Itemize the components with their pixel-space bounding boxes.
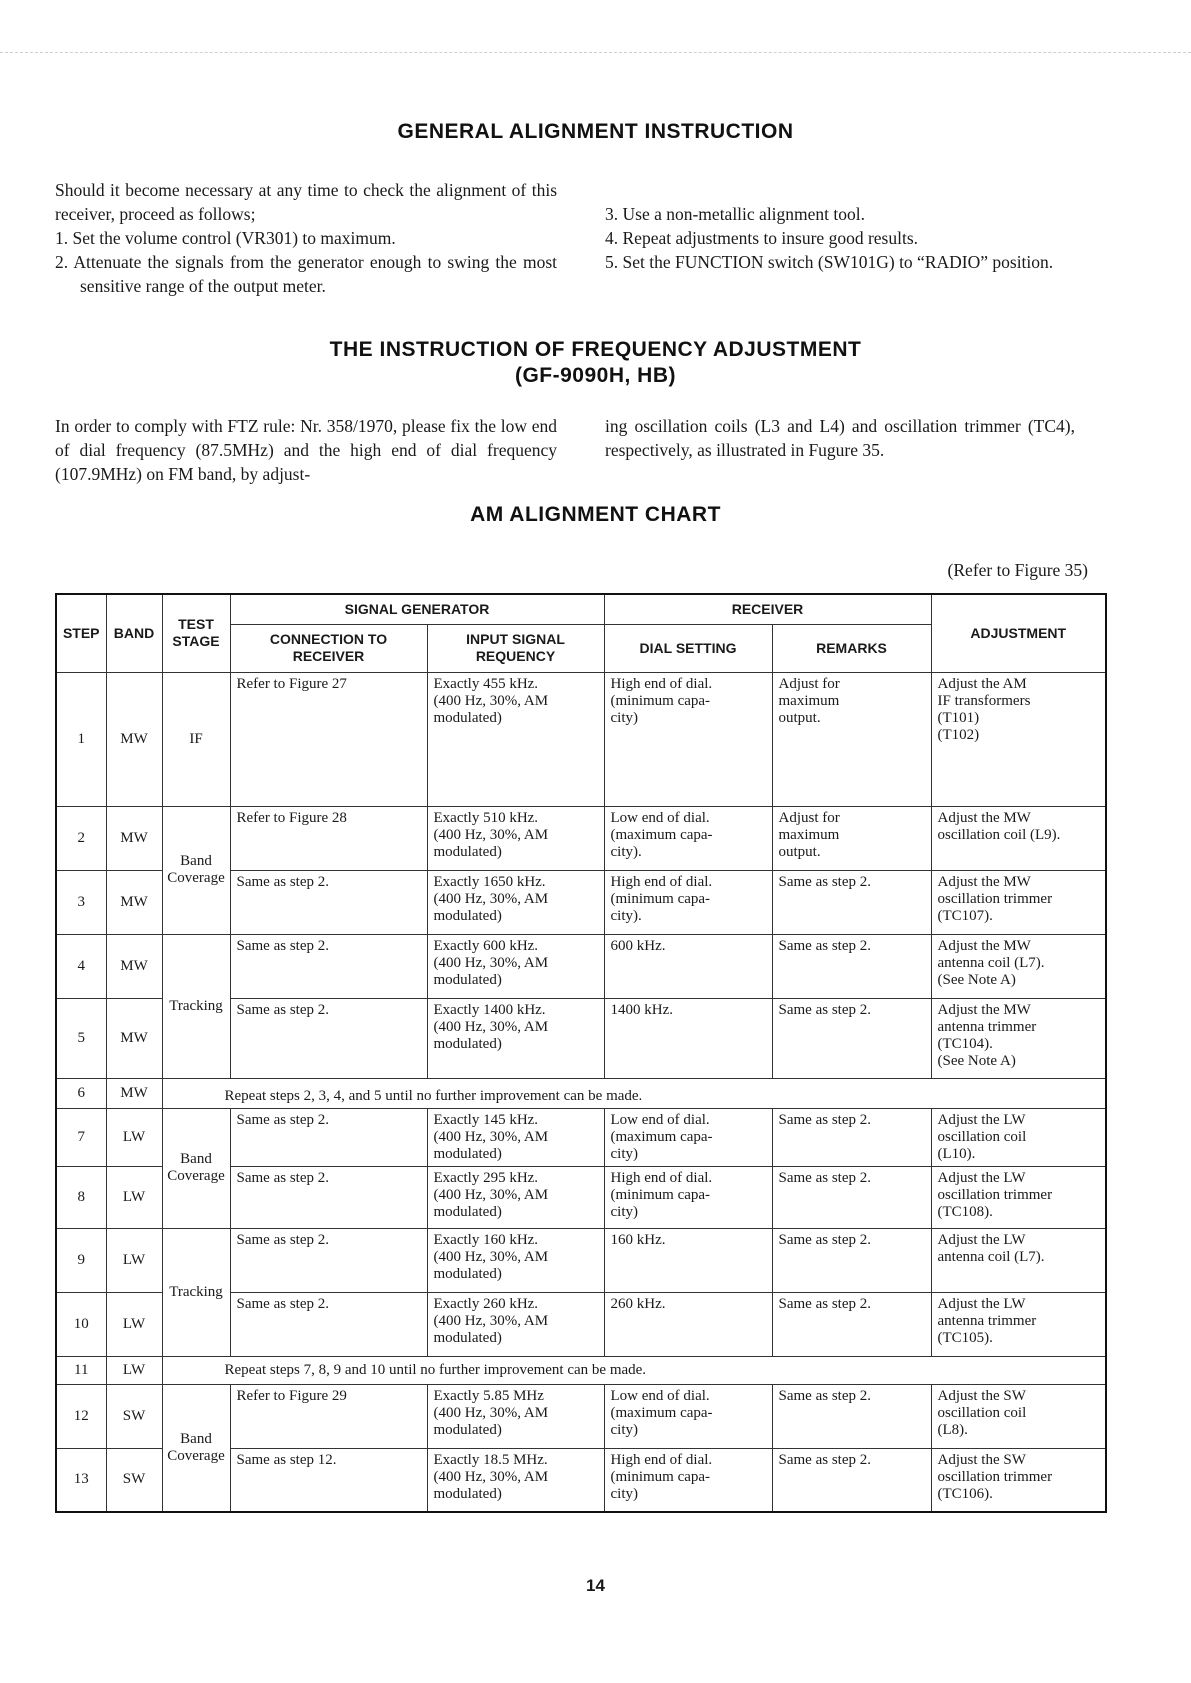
dial-cell: 160 kHz. bbox=[604, 1228, 772, 1292]
input-cell: Exactly 510 kHz. (400 Hz, 30%, AM modulated) bbox=[427, 806, 604, 870]
stage-cell: Tracking bbox=[162, 1228, 230, 1356]
general-step-2: 2. Attenuate the signals from the generator enough to swing the most sensitive range of the output meter. bbox=[55, 252, 557, 296]
band-cell: LW bbox=[106, 1292, 162, 1356]
remarks-cell: Adjust for maximum output. bbox=[772, 672, 931, 806]
header-input-signal: INPUT SIGNAL REQUENCY bbox=[427, 624, 604, 672]
adjustment-cell: Adjust the AM IF transformers (T101) (T102) bbox=[931, 672, 1106, 806]
adjustment-cell: Adjust the LW antenna coil (L7). bbox=[931, 1228, 1106, 1292]
stage-cell: Tracking bbox=[162, 934, 230, 1078]
frequency-text-right: ing oscillation coils (L3 and L4) and oscillation trimmer (TC4), respectively, as illustrated in Fugure 35. bbox=[605, 416, 1075, 460]
band-cell: LW bbox=[106, 1228, 162, 1292]
remarks-cell: Same as step 2. bbox=[772, 1108, 931, 1166]
adjustment-cell: Adjust the MW antenna coil (L7). (See Note A) bbox=[931, 934, 1106, 998]
input-cell: Exactly 160 kHz. (400 Hz, 30%, AM modulated) bbox=[427, 1228, 604, 1292]
connection-cell: Same as step 2. bbox=[230, 1292, 427, 1356]
dial-cell: Low end of dial. (maximum capa- city) bbox=[604, 1384, 772, 1448]
adjustment-cell: Adjust the SW oscillation coil (L8). bbox=[931, 1384, 1106, 1448]
dial-cell: Low end of dial. (maximum capa- city). bbox=[604, 806, 772, 870]
header-receiver: RECEIVER bbox=[604, 594, 931, 624]
table-row bbox=[56, 672, 1106, 806]
stage-cell: Band Coverage bbox=[162, 1108, 230, 1228]
dial-cell: 260 kHz. bbox=[604, 1292, 772, 1356]
step-cell: 6 bbox=[56, 1078, 106, 1108]
dial-cell: High end of dial. (minimum capa- city) bbox=[604, 672, 772, 806]
remarks-cell: Same as step 2. bbox=[772, 1228, 931, 1292]
adjustment-cell: Adjust the SW oscillation trimmer (TC106). bbox=[931, 1448, 1106, 1512]
connection-cell: Same as step 2. bbox=[230, 1228, 427, 1292]
header-dial-setting: DIAL SETTING bbox=[604, 624, 772, 672]
header-signal-generator: SIGNAL GENERATOR bbox=[230, 594, 604, 624]
table-row bbox=[56, 1356, 1106, 1384]
stage-cell: Band Coverage bbox=[162, 806, 230, 934]
connection-cell: Same as step 2. bbox=[230, 1166, 427, 1228]
input-cell: Exactly 295 kHz. (400 Hz, 30%, AM modulated) bbox=[427, 1166, 604, 1228]
page-number: 14 bbox=[586, 1576, 605, 1595]
step-cell: 12 bbox=[56, 1384, 106, 1448]
connection-cell: Same as step 12. bbox=[230, 1448, 427, 1512]
band-cell: SW bbox=[106, 1384, 162, 1448]
remarks-cell: Same as step 2. bbox=[772, 934, 931, 998]
general-left-column bbox=[55, 178, 557, 298]
header-test-stage: TEST STAGE bbox=[162, 594, 230, 672]
step-cell: 5 bbox=[56, 998, 106, 1078]
band-cell: MW bbox=[106, 998, 162, 1078]
general-step-3: 3. Use a non-metallic alignment tool. bbox=[605, 204, 866, 224]
band-cell: LW bbox=[106, 1108, 162, 1166]
frequency-heading-line2: (GF-9090H, HB) bbox=[514, 364, 677, 387]
step-cell: 3 bbox=[56, 870, 106, 934]
remarks-cell: Adjust for maximum output. bbox=[772, 806, 931, 870]
general-step-5: 5. Set the FUNCTION switch (SW101G) to “RADIO” position. bbox=[605, 252, 1054, 272]
input-cell: Exactly 1400 kHz. (400 Hz, 30%, AM modulated) bbox=[427, 998, 604, 1078]
header-remarks: REMARKS bbox=[772, 624, 931, 672]
connection-cell: Refer to Figure 29 bbox=[230, 1384, 427, 1448]
step-cell: 8 bbox=[56, 1166, 106, 1228]
input-cell: Exactly 5.85 MHz (400 Hz, 30%, AM modulated) bbox=[427, 1384, 604, 1448]
repeat-note: Repeat steps 2, 3, 4, and 5 until no further improvement can be made. bbox=[162, 1078, 1106, 1108]
adjustment-cell: Adjust the MW oscillation coil (L9). bbox=[931, 806, 1106, 870]
step-cell: 1 bbox=[56, 672, 106, 806]
input-cell: Exactly 1650 kHz. (400 Hz, 30%, AM modulated) bbox=[427, 870, 604, 934]
connection-cell: Refer to Figure 27 bbox=[230, 672, 427, 806]
frequency-right-column bbox=[605, 414, 1075, 462]
band-cell: MW bbox=[106, 1078, 162, 1108]
table-row bbox=[56, 934, 1106, 998]
connection-cell: Same as step 2. bbox=[230, 934, 427, 998]
step-cell: 13 bbox=[56, 1448, 106, 1512]
remarks-cell: Same as step 2. bbox=[772, 1448, 931, 1512]
repeat-note: Repeat steps 7, 8, 9 and 10 until no further improvement can be made. bbox=[162, 1356, 1106, 1384]
remarks-cell: Same as step 2. bbox=[772, 870, 931, 934]
band-cell: MW bbox=[106, 870, 162, 934]
table-row bbox=[56, 1078, 1106, 1108]
band-cell: SW bbox=[106, 1448, 162, 1512]
header-step: STEP bbox=[56, 594, 106, 672]
dial-cell: 600 kHz. bbox=[604, 934, 772, 998]
table-row bbox=[56, 806, 1106, 870]
general-alignment-heading: GENERAL ALIGNMENT INSTRUCTION bbox=[397, 120, 794, 143]
band-cell: MW bbox=[106, 934, 162, 998]
input-cell: Exactly 18.5 MHz. (400 Hz, 30%, AM modulated) bbox=[427, 1448, 604, 1512]
remarks-cell: Same as step 2. bbox=[772, 1166, 931, 1228]
general-intro: Should it become necessary at any time to check the alignment of this receiver, proceed as follows; bbox=[55, 180, 557, 224]
dial-cell: High end of dial. (minimum capa- city) bbox=[604, 1166, 772, 1228]
dial-cell: Low end of dial. (maximum capa- city) bbox=[604, 1108, 772, 1166]
stage-cell: Band Coverage bbox=[162, 1384, 230, 1512]
general-step-1: 1. Set the volume control (VR301) to maximum. bbox=[55, 228, 396, 248]
connection-cell: Same as step 2. bbox=[230, 998, 427, 1078]
table-row bbox=[56, 1228, 1106, 1292]
step-cell: 10 bbox=[56, 1292, 106, 1356]
remarks-cell: Same as step 2. bbox=[772, 1384, 931, 1448]
header-connection: CONNECTION TO RECEIVER bbox=[230, 624, 427, 672]
step-cell: 2 bbox=[56, 806, 106, 870]
adjustment-cell: Adjust the LW antenna trimmer (TC105). bbox=[931, 1292, 1106, 1356]
scan-artifact-line bbox=[0, 52, 1191, 53]
step-cell: 11 bbox=[56, 1356, 106, 1384]
input-cell: Exactly 260 kHz. (400 Hz, 30%, AM modulated) bbox=[427, 1292, 604, 1356]
remarks-cell: Same as step 2. bbox=[772, 1292, 931, 1356]
frequency-heading-line1: THE INSTRUCTION OF FREQUENCY ADJUSTMENT bbox=[329, 338, 862, 361]
connection-cell: Same as step 2. bbox=[230, 870, 427, 934]
dial-cell: High end of dial. (minimum capa- city) bbox=[604, 1448, 772, 1512]
adjustment-cell: Adjust the LW oscillation coil (L10). bbox=[931, 1108, 1106, 1166]
general-right-column bbox=[605, 202, 1107, 274]
stage-cell: IF bbox=[162, 672, 230, 806]
frequency-text-left: In order to comply with FTZ rule: Nr. 358/1970, please fix the low end of dial frequency (87.5MHz) and the high end of dial frequency (107.9MHz) on FM band, by adjust- bbox=[55, 416, 557, 484]
band-cell: LW bbox=[106, 1166, 162, 1228]
am-alignment-table bbox=[55, 593, 1107, 1513]
refer-note: (Refer to Figure 35) bbox=[947, 560, 1088, 580]
step-cell: 4 bbox=[56, 934, 106, 998]
band-cell: MW bbox=[106, 672, 162, 806]
frequency-left-column bbox=[55, 414, 557, 486]
band-cell: MW bbox=[106, 806, 162, 870]
adjustment-cell: Adjust the MW antenna trimmer (TC104). (See Note A) bbox=[931, 998, 1106, 1078]
table-row bbox=[56, 1108, 1106, 1166]
am-alignment-chart-heading: AM ALIGNMENT CHART bbox=[470, 503, 721, 526]
step-cell: 7 bbox=[56, 1108, 106, 1166]
table-row bbox=[56, 1384, 1106, 1448]
connection-cell: Refer to Figure 28 bbox=[230, 806, 427, 870]
header-band: BAND bbox=[106, 594, 162, 672]
band-cell: LW bbox=[106, 1356, 162, 1384]
remarks-cell: Same as step 2. bbox=[772, 998, 931, 1078]
input-cell: Exactly 600 kHz. (400 Hz, 30%, AM modulated) bbox=[427, 934, 604, 998]
connection-cell: Same as step 2. bbox=[230, 1108, 427, 1166]
dial-cell: High end of dial. (minimum capa- city). bbox=[604, 870, 772, 934]
dial-cell: 1400 kHz. bbox=[604, 998, 772, 1078]
adjustment-cell: Adjust the MW oscillation trimmer (TC107). bbox=[931, 870, 1106, 934]
step-cell: 9 bbox=[56, 1228, 106, 1292]
general-step-4: 4. Repeat adjustments to insure good results. bbox=[605, 228, 919, 248]
input-cell: Exactly 455 kHz. (400 Hz, 30%, AM modulated) bbox=[427, 672, 604, 806]
input-cell: Exactly 145 kHz. (400 Hz, 30%, AM modulated) bbox=[427, 1108, 604, 1166]
header-adjustment: ADJUSTMENT bbox=[931, 594, 1106, 672]
adjustment-cell: Adjust the LW oscillation trimmer (TC108). bbox=[931, 1166, 1106, 1228]
